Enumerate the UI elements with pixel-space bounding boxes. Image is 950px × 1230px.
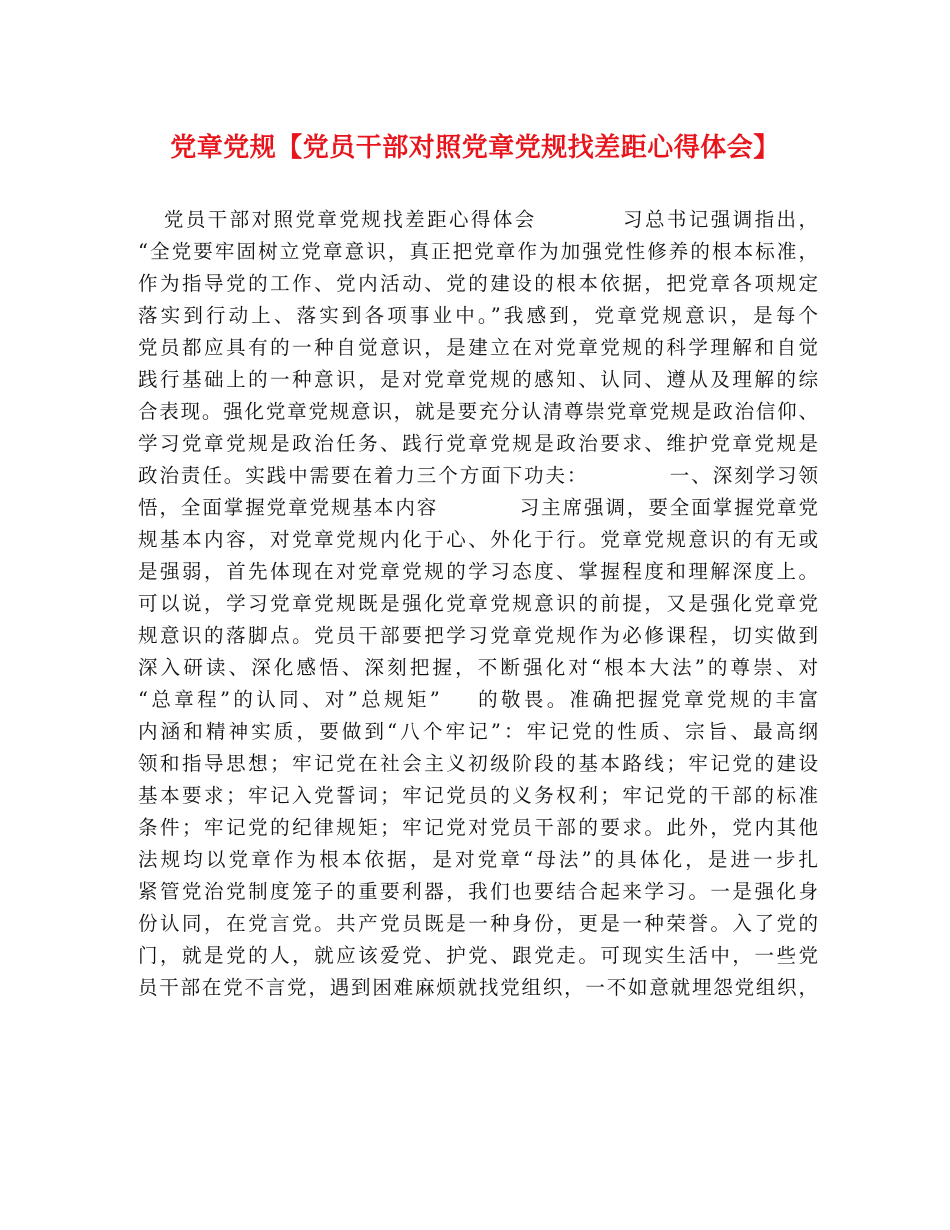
text-line: 法规均以党章作为根本依据，是对党章“母法”的具体化，是进一步扎: [138, 848, 818, 871]
text-line: 份认同，在党言党。共产党员既是一种身份，更是一种荣誉。入了党的: [138, 912, 818, 935]
text-line: 党员都应具有的一种自觉意识，是建立在对党章党规的科学理解和自觉: [138, 336, 818, 359]
text-line: 内涵和精神实质，要做到“八个牢记”：牢记党的性质、宗旨、最高纲: [138, 720, 818, 743]
text-line: 政治责任。实践中需要在着力三个方面下功夫： 一、深刻学习领: [138, 464, 818, 487]
text-line: 员干部在党不言党，遇到困难麻烦就找党组织，一不如意就埋怨党组织，: [138, 976, 818, 999]
text-line: 领和指导思想；牢记党在社会主义初级阶段的基本路线；牢记党的建设: [138, 752, 818, 775]
text-line: 践行基础上的一种意识，是对党章党规的感知、认同、遵从及理解的综: [138, 368, 818, 391]
text-line: 规基本内容，对党章党规内化于心、外化于行。党章党规意识的有无或: [138, 528, 818, 551]
text-line: 条件；牢记党的纪律规矩；牢记党对党员干部的要求。此外，党内其他: [138, 816, 818, 839]
text-line: 紧管党治党制度笼子的重要利器，我们也要结合起来学习。一是强化身: [138, 880, 818, 903]
text-line: 可以说，学习党章党规既是强化党章党规意识的前提，又是强化党章党: [138, 592, 818, 615]
document-body: [138, 204, 818, 1004]
text-line: 党员干部对照党章党规找差距心得体会 习总书记强调指出，: [138, 208, 818, 231]
text-line: 规意识的落脚点。党员干部要把学习党章党规作为必修课程，切实做到: [138, 624, 818, 647]
text-line: 是强弱，首先体现在对党章党规的学习态度、掌握程度和理解深度上。: [138, 560, 818, 583]
text-line: 基本要求；牢记入党誓词；牢记党员的义务权利；牢记党的干部的标准: [138, 784, 818, 807]
text-line: 学习党章党规是政治任务、践行党章党规是政治要求、维护党章党规是: [138, 432, 818, 455]
text-line: 作为指导党的工作、党内活动、党的建设的根本依据，把党章各项规定: [138, 272, 818, 295]
text-line: “全党要牢固树立党章意识，真正把党章作为加强党性修养的根本标准，: [138, 240, 818, 263]
document-title: 党章党规【党员干部对照党章党规找差距心得体会】: [170, 133, 780, 163]
text-line: 深入研读、深化感悟、深刻把握，不断强化对“根本大法”的尊崇、对: [138, 656, 818, 679]
text-line: “总章程”的认同、对”总规矩” 的敬畏。准确把握党章党规的丰富: [138, 688, 818, 711]
text-line: 落实到行动上、落实到各项事业中。”我感到，党章党规意识，是每个: [138, 304, 818, 327]
text-line: 合表现。强化党章党规意识，就是要充分认清尊崇党章党规是政治信仰、: [138, 400, 818, 423]
text-line: 门，就是党的人，就应该爱党、护党、跟党走。可现实生活中，一些党: [138, 944, 818, 967]
text-line: 悟，全面掌握党章党规基本内容 习主席强调，要全面掌握党章党: [138, 496, 818, 519]
